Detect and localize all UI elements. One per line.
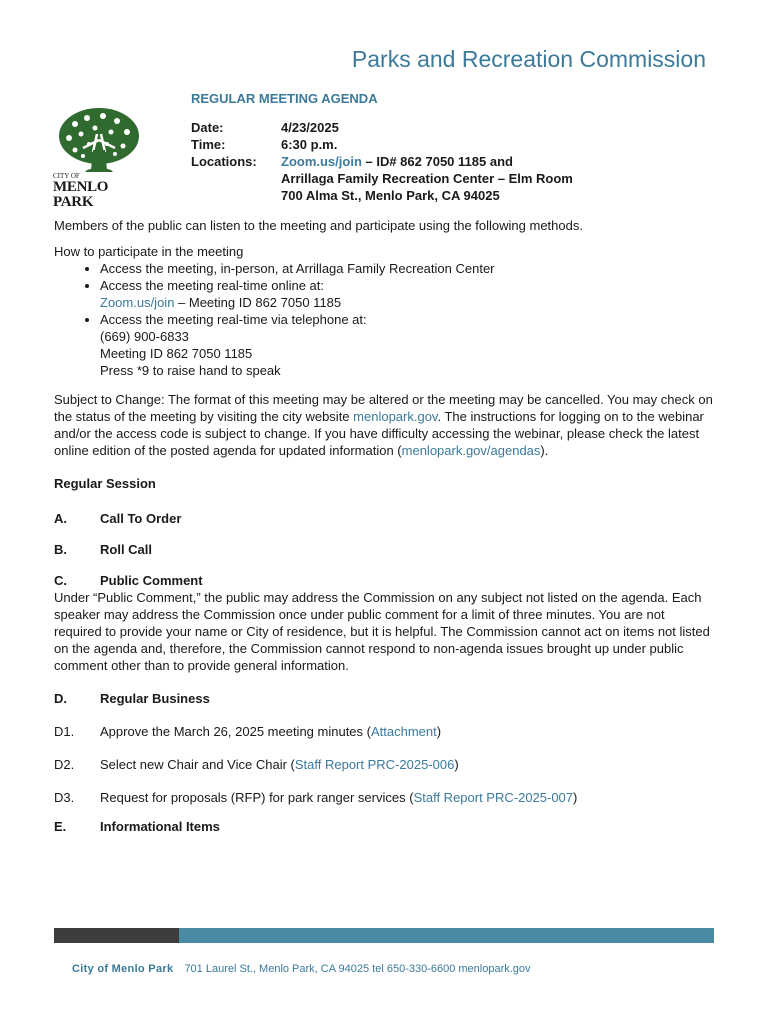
item-d1: D1. Approve the March 26, 2025 meeting minutes (Attachment) [54, 724, 442, 739]
online-meeting-id: – Meeting ID 862 7050 1185 [174, 295, 342, 310]
method-in-person: • Access the meeting, in-person, at Arrillaga Family Recreation Center [100, 260, 714, 277]
zoom-link[interactable]: Zoom.us/join [281, 154, 362, 169]
agendas-link[interactable]: menlopark.gov/agendas [401, 443, 541, 458]
locations-label: Locations: [191, 154, 257, 169]
staff-report-007-link[interactable]: Staff Report PRC-2025-007 [413, 790, 574, 805]
agenda-body [54, 217, 714, 835]
date-value: 4/23/2025 [281, 120, 339, 135]
online-zoom-link[interactable]: Zoom.us/join [100, 295, 175, 310]
item-d3: D3. Request for proposals (RFP) for park ranger services (Staff Report PRC-2025-007) [54, 790, 578, 805]
logo-city-of: CITY OF [53, 172, 80, 180]
participation-methods [54, 260, 714, 379]
time-value: 6:30 p.m. [281, 137, 338, 152]
item-c: C. Public Comment [54, 573, 203, 588]
item-b: B. Roll Call [54, 542, 153, 557]
method-phone: • Access the meeting real-time via telephone at: (669) 900-6833 Meeting ID 862 7050 1185 Press *9 to raise hand to speak [100, 311, 714, 379]
session-title: Regular Session [54, 476, 156, 491]
location-line-3: 700 Alma St., Menlo Park, CA 94025 [281, 188, 500, 203]
staff-report-006-link[interactable]: Staff Report PRC-2025-006 [294, 757, 455, 772]
phone-meeting-id: Meeting ID 862 7050 1185 [100, 346, 253, 361]
page-title: Parks and Recreation Commission [351, 46, 706, 72]
meeting-details [191, 119, 573, 204]
agenda-subtitle: REGULAR MEETING AGENDA [191, 91, 378, 106]
menlopark-link[interactable]: menlopark.gov [353, 409, 438, 424]
footer-divider [54, 928, 714, 943]
item-a: A. Call To Order [54, 511, 182, 526]
phone-number: (669) 900-6833 [100, 329, 189, 344]
item-d: D. Regular Business [54, 691, 210, 706]
intro-text: Members of the public can listen to the meeting and participate using the following methods. [54, 218, 583, 233]
phone-raise-hand: Press *9 to raise hand to speak [100, 363, 281, 378]
time-label: Time: [191, 137, 226, 152]
city-logo [53, 106, 145, 210]
attachment-link[interactable]: Attachment [370, 724, 437, 739]
logo-menlo-park: MENLO PARK [53, 179, 109, 210]
participate-heading: How to participate in the meeting [54, 244, 244, 259]
method-online: • Access the meeting real-time online at: Zoom.us/join – Meeting ID 862 7050 1185 [100, 277, 714, 311]
location-line-2: Arrillaga Family Recreation Center – Elm Room [281, 171, 573, 186]
item-d2: D2. Select new Chair and Vice Chair (Staff Report PRC-2025-006) [54, 757, 459, 772]
footer [72, 963, 531, 975]
footer-city: City of Menlo Park [72, 963, 174, 975]
zoom-id: – ID# 862 7050 1185 and [361, 154, 513, 169]
subject-to-change-notice: Subject to Change: The format of this meeting may be altered or the meeting may be cancelled. You may check on the status of the meeting by visiting the city website menlopark.gov. The instructions for logging on to the webinar and/or the access code is subject to change. If you have difficulty accessing the webinar, please check the latest online edition of the posted agenda for updated information (menlopark.gov/agendas). [54, 392, 713, 458]
item-e: E. Informational Items [54, 819, 220, 834]
public-comment-description: Under “Public Comment,” the public may address the Commission on any subject not listed on the agenda. Each speaker may address the Commission once under public comment for a limit of three minutes. You are not required to provide your name or City of residence, but it is helpful. The Commission cannot act on items not listed on the agenda and, therefore, the Commission cannot respond to non-agenda issues brought up under public comment other than to provide general information. [54, 590, 710, 673]
date-label: Date: [191, 120, 224, 135]
footer-address: 701 Laurel St., Menlo Park, CA 94025 tel 650-330-6600 menlopark.gov [184, 963, 531, 975]
